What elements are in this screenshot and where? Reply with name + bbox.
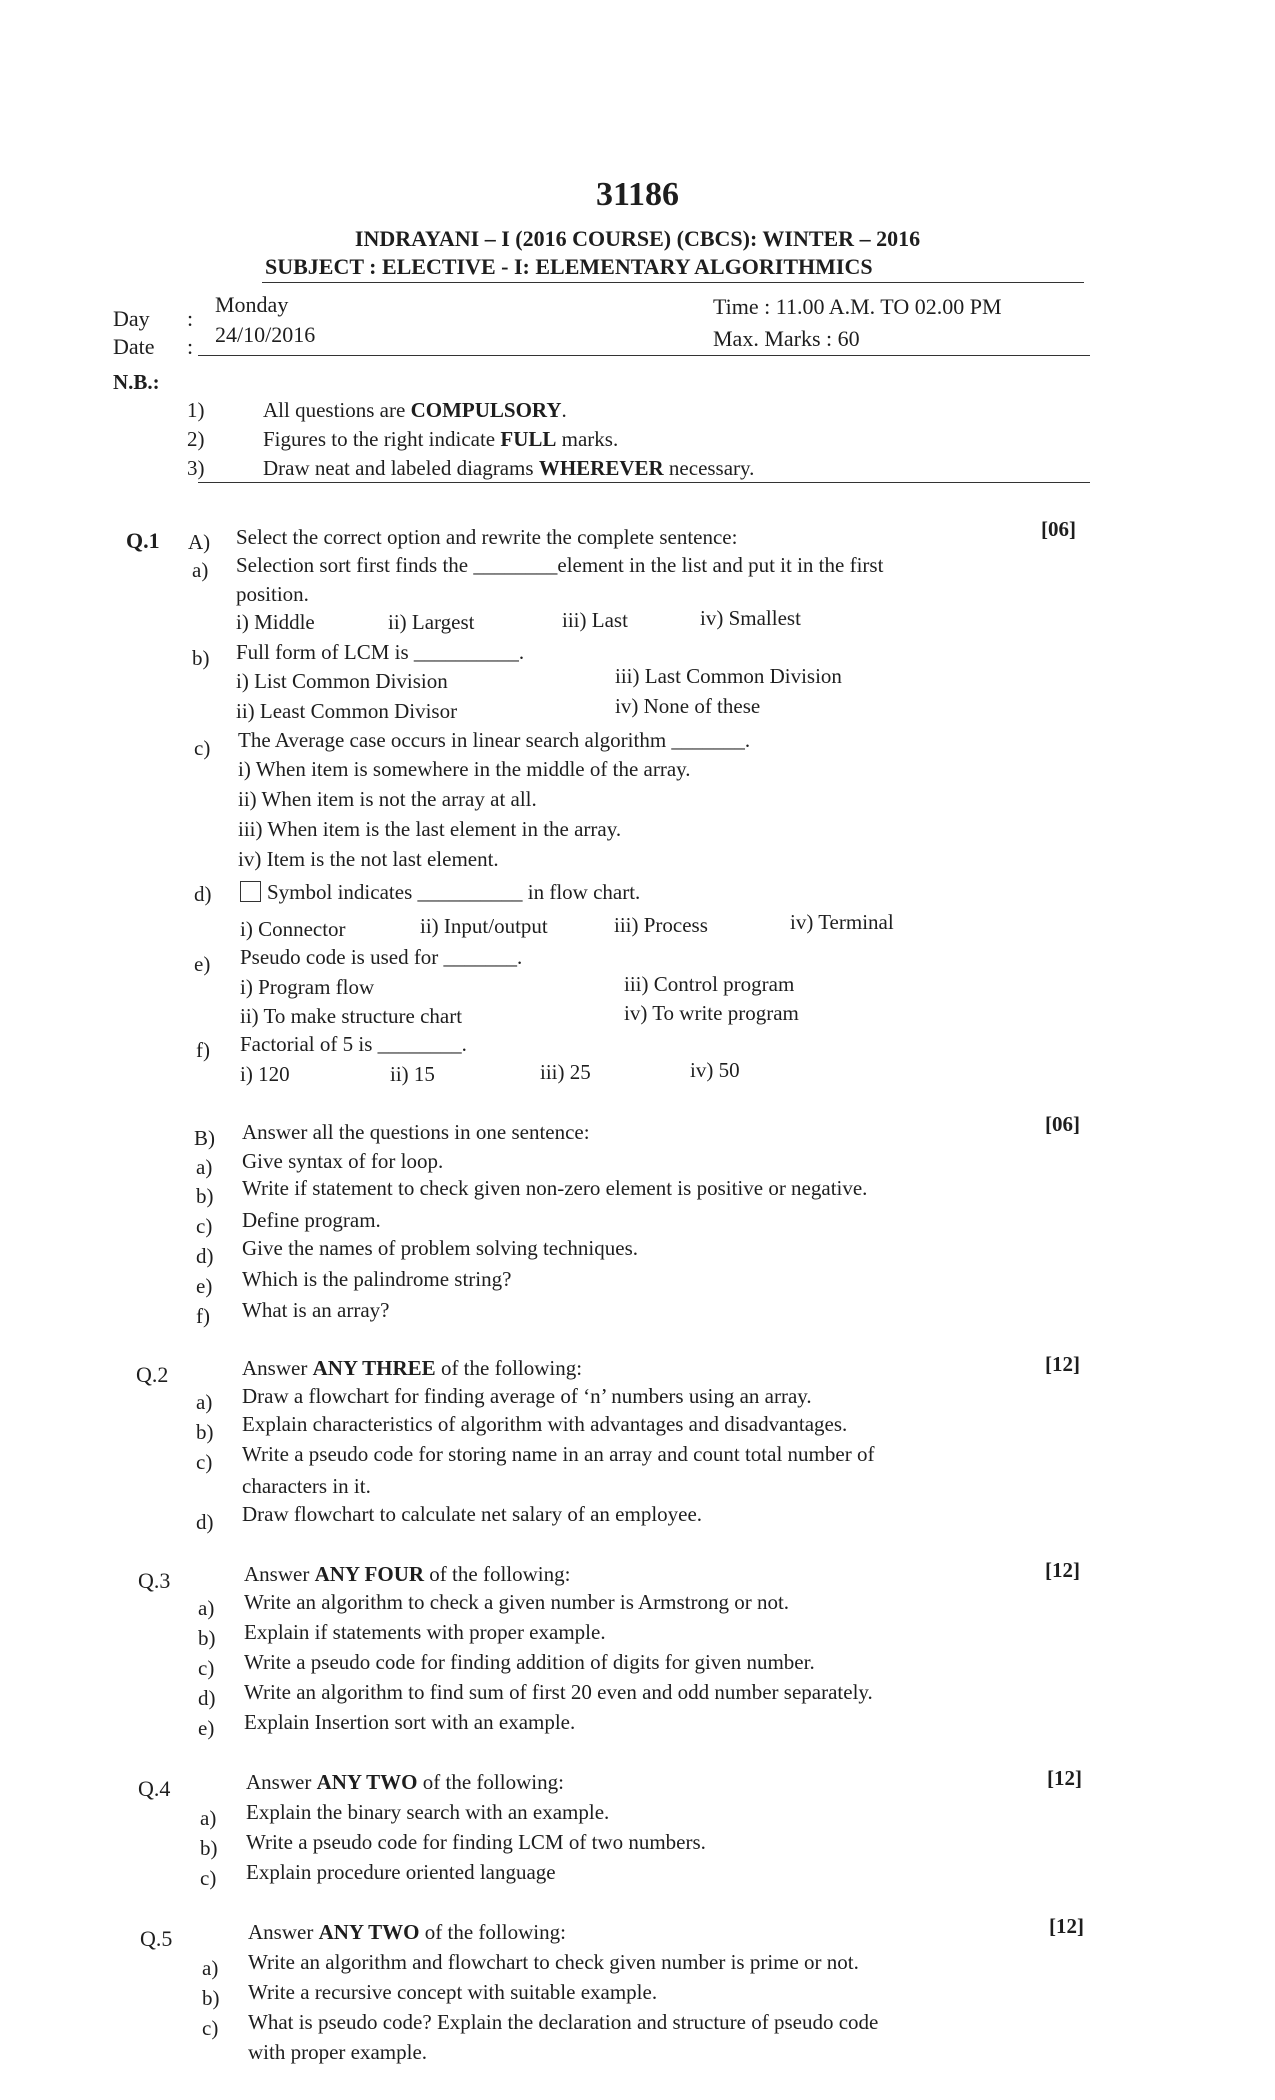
nb-text: Figures to the right indicate <box>263 427 501 451</box>
q1a-item-e-text: Pseudo code is used for _______. <box>240 945 523 969</box>
q1b-item-label: e) <box>196 1274 213 1298</box>
q1a-item-d-option: ii) Input/output <box>420 914 548 938</box>
q5-instruction-pre: Answer <box>248 1920 319 1944</box>
q2-instruction-post: of the following: <box>435 1356 583 1380</box>
q3-instruction-bold: ANY FOUR <box>314 1562 425 1586</box>
q1b-item-text: Give syntax of for loop. <box>242 1149 444 1173</box>
q2-item-text: Explain characteristics of algorithm with advantages and disadvantages. <box>242 1412 848 1436</box>
q1a-item-b-option: iv) None of these <box>615 694 761 718</box>
q1b-item-label: a) <box>196 1155 213 1179</box>
q3-instruction-pre: Answer <box>244 1562 315 1586</box>
q1a-item-d <box>240 880 640 905</box>
q1a-item-b-option: i) List Common Division <box>236 669 448 693</box>
q1a-item-a-text: Selection sort first finds the ________element in the list and put it in the first <box>236 553 884 577</box>
q2-item-label: a) <box>196 1390 213 1414</box>
q4-item-label: b) <box>200 1836 218 1860</box>
q2-item-label: b) <box>196 1420 214 1444</box>
q1a-item-a-option: i) Middle <box>236 610 315 634</box>
q5-marks: [12] <box>1049 1914 1084 1938</box>
q2-item-text: Write a pseudo code for storing name in an array and count total number of <box>242 1442 875 1466</box>
q4-instruction <box>246 1770 564 1795</box>
nb-label: N.B.: <box>113 370 160 394</box>
q5-item-label: a) <box>202 1956 219 1980</box>
q1b-instruction: Answer all the questions in one sentence: <box>242 1120 590 1144</box>
q1a-item-d-label: d) <box>194 882 212 906</box>
subject-title: SUBJECT : ELECTIVE - I: ELEMENTARY ALGORITHMICS <box>265 254 873 279</box>
q1a-item-d-option: iii) Process <box>614 913 708 937</box>
nb-bold: FULL <box>500 427 557 451</box>
q1a-item-f-text: Factorial of 5 is ________. <box>240 1032 467 1056</box>
q5-instruction-post: of the following: <box>419 1920 566 1944</box>
q2-item-text2: characters in it. <box>242 1474 371 1498</box>
q1a-item-f-option: i) 120 <box>240 1062 290 1086</box>
q4-instruction-pre: Answer <box>246 1770 317 1794</box>
nb-num: 1) <box>187 398 205 422</box>
q1a-item-b-label: b) <box>192 646 210 670</box>
nb-text: Draw neat and labeled diagrams <box>263 456 539 480</box>
q2-item-text: Draw flowchart to calculate net salary of an employee. <box>242 1502 703 1526</box>
q1a-item-c-option: iii) When item is the last element in the array. <box>238 817 622 841</box>
q1a-item-a-label: a) <box>192 558 209 582</box>
q2-item-text: Draw a flowchart for finding average of ‘n’ numbers using an array. <box>242 1384 812 1408</box>
q4-item-text: Explain the binary search with an example. <box>246 1800 610 1824</box>
q3-label: Q.3 <box>138 1568 171 1593</box>
header-rule <box>198 355 1090 356</box>
q1b-item-label: b) <box>196 1184 214 1208</box>
nb-rule <box>198 482 1090 483</box>
nb-text: . <box>561 398 567 422</box>
q1a-item-e-option: ii) To make structure chart <box>240 1004 463 1028</box>
q1b-label: B) <box>194 1126 215 1150</box>
q1a-item-a-option: iv) Smallest <box>700 606 801 630</box>
paper-code: 31186 <box>595 176 680 213</box>
q1a-item-f-option: iii) 25 <box>540 1060 591 1084</box>
q1a-item-e-option: i) Program flow <box>240 975 375 999</box>
time-value: Time : 11.00 A.M. TO 02.00 PM <box>713 294 1002 319</box>
q5-item-text2: with proper example. <box>248 2040 428 2064</box>
q3-marks: [12] <box>1045 1558 1080 1582</box>
q2-item-label: c) <box>196 1450 213 1474</box>
day-colon: : <box>187 306 194 331</box>
nb-bold: WHEREVER <box>538 456 664 480</box>
q1a-item-d-option: i) Connector <box>240 917 346 941</box>
q2-item-label: d) <box>196 1510 214 1534</box>
q4-label: Q.4 <box>138 1776 171 1801</box>
nb-bold: COMPULSORY <box>410 398 562 422</box>
date-value: 24/10/2016 <box>215 322 316 347</box>
q3-item-label: e) <box>198 1716 215 1740</box>
q5-item-label: c) <box>202 2016 219 2040</box>
q1a-item-e-option: iv) To write program <box>624 1001 799 1025</box>
subject-underline <box>262 282 1084 283</box>
q1a-item-a-option: ii) Largest <box>388 610 475 634</box>
nb-item-3 <box>187 456 754 481</box>
q1a-item-c-option: i) When item is somewhere in the middle of the array. <box>238 757 691 781</box>
date-label: Date <box>113 334 155 359</box>
q1a-item-b-text: Full form of LCM is __________. <box>236 640 525 664</box>
nb-text: marks. <box>556 427 619 451</box>
q5-item-text: What is pseudo code? Explain the declaration and structure of pseudo code <box>248 2010 879 2034</box>
q3-item-label: d) <box>198 1686 216 1710</box>
q1a-item-d-text: Symbol indicates __________ in flow chart. <box>267 880 641 904</box>
max-marks: Max. Marks : 60 <box>713 326 860 351</box>
course-title: INDRAYANI – I (2016 COURSE) (CBCS): WINTER – 2016 <box>354 226 921 251</box>
q1a-item-c-text: The Average case occurs in linear search algorithm _______. <box>238 728 751 752</box>
q1a-item-a-option: iii) Last <box>562 608 628 632</box>
nb-text: All questions are <box>263 398 411 422</box>
nb-item-2 <box>187 427 618 452</box>
q1b-marks: [06] <box>1045 1112 1080 1136</box>
day-value: Monday <box>215 292 289 317</box>
q1a-item-c-option: iv) Item is the not last element. <box>238 847 499 871</box>
q4-marks: [12] <box>1047 1766 1082 1790</box>
q3-item-text: Explain if statements with proper example. <box>244 1620 606 1644</box>
q5-item-label: b) <box>202 1986 220 2010</box>
q5-item-text: Write an algorithm and flowchart to check given number is prime or not. <box>248 1950 859 1974</box>
q3-item-text: Explain Insertion sort with an example. <box>244 1710 576 1734</box>
q5-instruction <box>248 1920 566 1945</box>
q4-item-label: a) <box>200 1806 217 1830</box>
q1a-item-f-option: ii) 15 <box>390 1062 435 1086</box>
q1b-item-text: Define program. <box>242 1208 381 1232</box>
q3-instruction-post: of the following: <box>424 1562 571 1586</box>
q1b-item-text: What is an array? <box>242 1298 390 1322</box>
q1b-item-text: Which is the palindrome string? <box>242 1267 512 1291</box>
q4-item-text: Explain procedure oriented language <box>246 1860 556 1884</box>
q1-label: Q.1 <box>126 528 160 553</box>
q1a-item-f-option: iv) 50 <box>690 1058 740 1082</box>
q1a-item-c-label: c) <box>194 736 211 760</box>
q4-instruction-bold: ANY TWO <box>316 1770 418 1794</box>
q1a-item-b-option: ii) Least Common Divisor <box>236 699 458 723</box>
q3-instruction <box>244 1562 570 1587</box>
q3-item-text: Write an algorithm to find sum of first 20 even and odd number separately. <box>244 1680 873 1704</box>
q1a-item-d-option: iv) Terminal <box>790 910 894 934</box>
q1b-item-text: Write if statement to check given non-zero element is positive or negative. <box>242 1176 868 1200</box>
nb-num: 3) <box>187 456 205 480</box>
day-label: Day <box>113 306 150 331</box>
q2-marks: [12] <box>1045 1352 1080 1376</box>
nb-item-1 <box>187 398 567 423</box>
q3-item-text: Write a pseudo code for finding addition of digits for given number. <box>244 1650 815 1674</box>
q5-label: Q.5 <box>140 1926 173 1951</box>
q4-instruction-post: of the following: <box>417 1770 564 1794</box>
q3-item-label: c) <box>198 1656 215 1680</box>
q5-item-text: Write a recursive concept with suitable example. <box>248 1980 658 2004</box>
q1a-label: A) <box>188 530 211 554</box>
q1b-item-label: f) <box>196 1304 210 1328</box>
q4-item-label: c) <box>200 1866 217 1890</box>
q1a-item-b-option: iii) Last Common Division <box>615 664 842 688</box>
q2-label: Q.2 <box>136 1362 169 1387</box>
q1b-item-text: Give the names of problem solving techniques. <box>242 1236 638 1260</box>
q1a-item-e-option: iii) Control program <box>624 972 795 996</box>
date-colon: : <box>187 334 194 359</box>
q3-item-label: a) <box>198 1596 215 1620</box>
q1b-item-label: d) <box>196 1244 214 1268</box>
q2-instruction <box>242 1356 582 1381</box>
q1a-item-a-text2: position. <box>236 582 309 606</box>
process-symbol-box-icon <box>240 881 261 902</box>
q3-item-label: b) <box>198 1626 216 1650</box>
q1a-item-e-label: e) <box>194 952 211 976</box>
nb-text: necessary. <box>663 456 755 480</box>
q1b-item-label: c) <box>196 1214 213 1238</box>
q1a-marks: [06] <box>1041 517 1076 541</box>
q5-instruction-bold: ANY TWO <box>318 1920 420 1944</box>
q1a-item-f-label: f) <box>196 1038 210 1062</box>
nb-num: 2) <box>187 427 205 451</box>
q2-instruction-pre: Answer <box>242 1356 313 1380</box>
q1a-instruction: Select the correct option and rewrite the complete sentence: <box>236 525 738 549</box>
q1a-item-c-option: ii) When item is not the array at all. <box>238 787 537 811</box>
q2-instruction-bold: ANY THREE <box>312 1356 436 1380</box>
q4-item-text: Write a pseudo code for finding LCM of two numbers. <box>246 1830 706 1854</box>
q3-item-text: Write an algorithm to check a given number is Armstrong or not. <box>244 1590 790 1614</box>
